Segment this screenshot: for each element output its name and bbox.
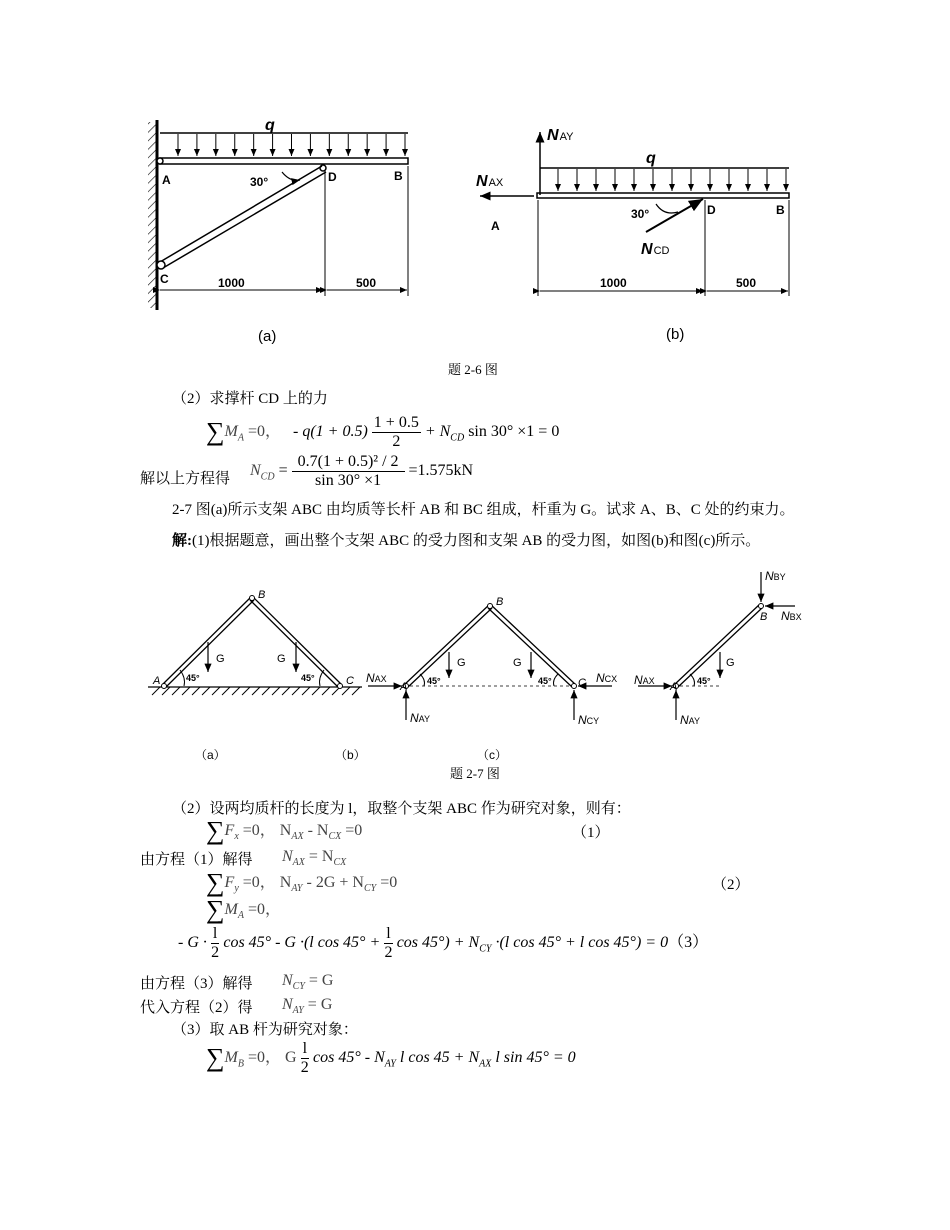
fig26a-strut-cd: [157, 166, 326, 269]
fig26b-distributed-load: [540, 168, 789, 191]
ground-hatch: [172, 687, 180, 695]
fig27a-label-a: A: [153, 675, 161, 687]
fig27a-angle-left: 45°: [186, 673, 200, 683]
fig26a-distributed-load: [160, 133, 408, 156]
fig26a-angle: 30°: [250, 175, 269, 189]
solution-intro: 解:(1)根据题意，画出整个支架 ABC 的受力图和支架 AB 的受力图，如图(b)和图(c)所示。: [172, 533, 761, 549]
fig27b-g-left: G: [457, 657, 466, 669]
ground-hatch: [252, 687, 260, 695]
ground-hatch: [312, 687, 320, 695]
eq-number-2: （2）: [712, 877, 750, 893]
fig27c-nay-label: NAY: [680, 713, 701, 727]
fig27a-label-b: B: [258, 589, 266, 601]
eq-sum-moment-b: $\sum M_B =0$， G $\frac{l}{2}$ $\cos 45^\circ - N_{AY}$ l $\cos 45 + N_{AX}$ l sin 45° = 0: [206, 1040, 576, 1076]
fig27-caption: 题 2-7 图: [450, 766, 500, 781]
ground-hatch: [242, 687, 250, 695]
sec2b-intro: （2）设两均质杆的长度为 l，取整个支架 ABC 作为研究对象，则有：: [172, 801, 631, 817]
fig26b-label-b: B: [776, 203, 785, 217]
fig26a-label-d: D: [328, 170, 337, 184]
fig26b-beam-ab: [537, 193, 789, 198]
fig26a-caption: (a): [258, 328, 277, 345]
fig27b-label-c: C: [578, 677, 586, 689]
figure-2-7: [0, 560, 950, 790]
ground-hatch: [282, 687, 290, 695]
ground-hatch: [202, 687, 210, 695]
fig26b-dim2: 500: [736, 276, 757, 290]
fig27a-g-right: G: [277, 653, 286, 665]
sec3-heading: （3）取 AB 杆为研究对象：: [172, 1022, 358, 1038]
ground-hatch: [182, 687, 190, 695]
fig26a-dim2: 500: [356, 276, 377, 290]
fig27c-bar-ab: [638, 572, 795, 720]
eq-nax-ncx: $N_{AX} = N_{CX}$: [282, 848, 347, 869]
ground-hatch: [192, 687, 200, 695]
sub-eq2: 代入方程（2）得: [140, 1000, 253, 1016]
fig26a-label-a: A: [162, 173, 171, 187]
fig27c-angle: 45°: [697, 676, 711, 686]
fig27c-g: G: [726, 657, 735, 669]
fig27a-label-c: C: [346, 675, 354, 687]
fig26b-nax-label: NAX: [476, 173, 504, 190]
eq-ncy-g: $N_{CY} = G$: [282, 972, 334, 993]
fig27b-angle-left: 45°: [427, 676, 441, 686]
fig27b-ncx-label: NCX: [596, 671, 618, 685]
ground-hatch: [292, 687, 300, 695]
fig27c-label-a: A: [670, 681, 678, 693]
eq-ncd-solution: $N_{CD}$ = $\frac{\text{0.7(1 + 0.5)² / 2}}{\sin 30^\circ \times 1}$ =1.575kN: [250, 453, 474, 489]
fig27c-label-b: B: [760, 611, 768, 623]
ground-hatch: [302, 687, 310, 695]
eq-sum-moment-a2: $\sum M_A =0$，: [206, 895, 282, 924]
fig26b-nay-label: NAY: [547, 127, 574, 144]
fig27a-ground: [148, 687, 362, 695]
fig26b-angle-arc: [656, 204, 678, 213]
fig26a-q-label: q: [265, 117, 275, 134]
fig26b-caption: (b): [666, 326, 685, 343]
solve-prefix: 解以上方程得: [140, 471, 231, 487]
ground-hatch: [322, 687, 330, 695]
from-eq3: 由方程（3）解得: [140, 976, 253, 992]
eq-sum-fx: $\sum F_x =0$， $N_{AX} - N_{CX} =0$: [206, 816, 363, 845]
ground-hatch: [222, 687, 230, 695]
fig27-label-c: （c）: [477, 748, 508, 762]
fig27-label-b: （b）: [335, 748, 366, 762]
problem-2-7-statement: 2-7 图(a)所示支架 ABC 由均质等长杆 AB 和 BC 组成，杆重为 G。试求 A、B、C 处的约束力。: [172, 502, 795, 518]
ground-hatch: [342, 687, 350, 695]
fig26a-beam-ab: [157, 158, 408, 171]
figure-2-6: [0, 0, 950, 360]
fig27b-g-right: G: [513, 657, 522, 669]
fig26b-dim1: 1000: [600, 276, 627, 290]
fig26b-label-d: D: [707, 203, 716, 217]
eq-nay-g: $N_{AY} = G$: [282, 996, 333, 1017]
fig27b-label-a: A: [400, 681, 408, 693]
fig27c-nby-label: NBY: [765, 569, 786, 583]
eq-sum-fy: $\sum F_y =0$， $N_{AY} - 2G + N_{CY} =0$: [206, 868, 398, 897]
fig27b-ncy-label: NCY: [578, 713, 600, 727]
fig27b-frame: [368, 604, 612, 721]
ground-hatch: [212, 687, 220, 695]
fig27b-label-b: B: [496, 596, 504, 608]
eq-3: - G · $\frac{l}{2}$ cos 45° - G ·(l cos 45° + $\frac{l}{2}$ $\cos 45^\circ) + N_{CY} \cdot(l$ cos 45° + l cos 45°) = 0（3）: [178, 925, 709, 961]
fig26a-label-c: C: [160, 272, 169, 286]
ground-hatch: [272, 687, 280, 695]
fig26a-label-b: B: [394, 169, 403, 183]
fig26b-ncd-arrow: [646, 199, 703, 232]
eq-number-1: （1）: [572, 825, 610, 841]
from-eq1: 由方程（1）解得: [140, 852, 253, 868]
fig27c-nbx-label: NBX: [781, 609, 802, 623]
fig27b-nax-label: NAX: [366, 671, 387, 685]
ground-hatch: [262, 687, 270, 695]
fig26a-dim1: 1000: [218, 276, 245, 290]
fig27b-nay-label: NAY: [410, 711, 431, 725]
fig27c-nax-label: NAX: [634, 673, 655, 687]
fig27b-angle-right: 45°: [538, 676, 552, 686]
sec2-heading: （2）求撑杆 CD 上的力: [172, 391, 328, 407]
fig26b-q-label: q: [646, 150, 656, 167]
ground-hatch: [352, 687, 360, 695]
ground-hatch: [152, 687, 160, 695]
fig26b-label-a: A: [491, 219, 500, 233]
fig27a-angle-right: 45°: [301, 673, 315, 683]
fig26b-ncd-label: NCD: [641, 241, 670, 258]
eq-sum-moment-a: $\sum M_A =0$， - q(1 + 0.5) $\frac{1 + 0.5}{2}$ + $N_{CD}$ sin 30° ×1 = 0: [206, 414, 560, 450]
fig27a-g-left: G: [216, 653, 225, 665]
ground-hatch: [232, 687, 240, 695]
fig26-caption: 题 2-6 图: [448, 362, 498, 377]
fig26a-wall: [148, 120, 157, 310]
fig26b-angle: 30°: [631, 207, 650, 221]
fig27-label-a: （a）: [195, 748, 226, 762]
